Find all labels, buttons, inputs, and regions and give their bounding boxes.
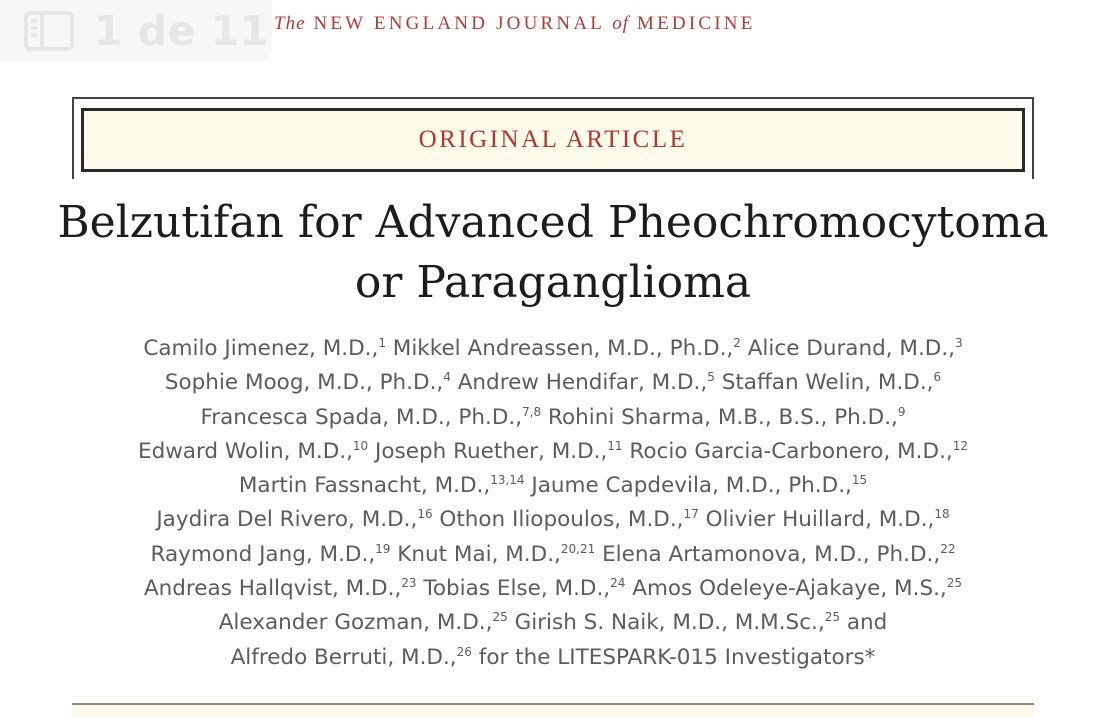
author-line [40,641,1066,675]
author-name: Francesca Spada, M.D., Ph.D., [200,404,523,430]
affiliation-superscript: 24 [610,576,626,591]
author-name: Martin Fassnacht, M.D., [238,473,491,499]
author-line [40,366,1066,400]
affiliation-superscript: 19 [375,541,391,556]
journal-name-part1: NEW ENGLAND JOURNAL [313,13,605,34]
author-name: Alfredo Berruti, M.D., [230,644,457,670]
affiliation-superscript: 12 [952,438,969,453]
affiliation-superscript: 25 [492,610,508,625]
article-type-label: ORIGINAL ARTICLE [418,126,688,153]
affiliation-superscript: 10 [352,438,369,453]
page-number-label: 1 de 11 [94,7,269,55]
author-name: Sophie Moog, M.D., Ph.D., [164,370,444,396]
author-name: Amos Odeleye-Ajakaye, M.S., [625,576,947,602]
affiliation-superscript: 5 [707,370,715,385]
author-name: Rohini Sharma, M.B., B.S., Ph.D., [541,404,898,430]
affiliation-superscript: 7,8 [522,404,542,419]
author-line [40,469,1066,503]
affiliation-superscript: 15 [851,473,868,488]
affiliation-superscript: 20,21 [560,541,596,556]
author-name: Alice Durand, M.D., [740,336,956,361]
author-name: Andreas Hallqvist, M.D., [143,576,402,602]
affiliation-superscript: 6 [933,370,942,385]
author-line [40,435,1066,469]
author-list [40,332,1066,675]
article-title-line-1: Belzutifan for Advanced Pheochromocytoma [57,197,1049,248]
author-name: Camilo Jimenez, M.D., [143,336,379,361]
author-line [40,503,1066,537]
author-name: Andrew Hendifar, M.D., [450,370,708,396]
affiliation-superscript: 25 [824,610,840,625]
author-name: Joseph Ruether, M.D., [368,438,608,464]
journal-name-the: The [274,13,306,34]
author-name: and [839,610,888,636]
journal-name-of: of [612,13,630,34]
author-line [40,332,1066,366]
affiliation-superscript: 23 [401,576,417,591]
author-name: Elena Artamonova, M.D., Ph.D., [595,541,941,567]
article-title-line-2: or Paraganglioma [354,257,752,308]
affiliation-superscript: 3 [955,336,963,350]
author-line [40,606,1066,640]
affiliation-superscript: 18 [934,507,950,522]
affiliation-superscript: 9 [897,404,906,419]
page-indicator[interactable] [0,0,272,62]
affiliation-superscript: 4 [443,370,451,385]
author-name: Rocio Garcia-Carbonero, M.D., [622,438,953,464]
author-line [40,538,1066,572]
author-name: Othon Iliopoulos, M.D., [432,507,684,533]
affiliation-superscript: 26 [456,644,472,659]
author-name: Raymond Jang, M.D., [150,541,376,567]
sidebar-icon[interactable] [24,11,74,51]
affiliation-superscript: 17 [683,507,699,522]
abstract-band [72,705,1034,717]
journal-name [274,13,756,35]
author-line [40,401,1066,435]
affiliation-superscript: 11 [607,438,623,453]
author-name: for the LITESPARK-015 Investigators* [471,644,876,670]
affiliation-superscript: 2 [733,336,741,350]
author-name: Edward Wolin, M.D., [137,438,353,464]
affiliation-superscript: 22 [940,541,956,556]
journal-name-part2: MEDICINE [637,13,756,34]
author-name: Mikkel Andreassen, M.D., Ph.D., [385,336,734,361]
author-name: Staffan Welin, M.D., [714,370,934,396]
author-name: Alexander Gozman, M.D., [218,610,493,636]
author-name: Jaydira Del Rivero, M.D., [156,507,418,533]
author-name: Knut Mai, M.D., [390,541,561,567]
author-name: Tobias Else, M.D., [416,576,611,602]
article-title [40,193,1066,313]
affiliation-superscript: 1 [378,336,386,350]
article-type-banner [81,108,1025,172]
affiliation-superscript: 16 [417,507,433,522]
author-name: Girish S. Naik, M.D., M.M.Sc., [507,610,825,636]
affiliation-superscript: 13,14 [490,473,525,488]
author-name: Jaume Capdevila, M.D., Ph.D., [524,473,852,499]
affiliation-superscript: 25 [946,576,963,591]
author-name: Olivier Huillard, M.D., [698,507,935,533]
author-line [40,572,1066,606]
